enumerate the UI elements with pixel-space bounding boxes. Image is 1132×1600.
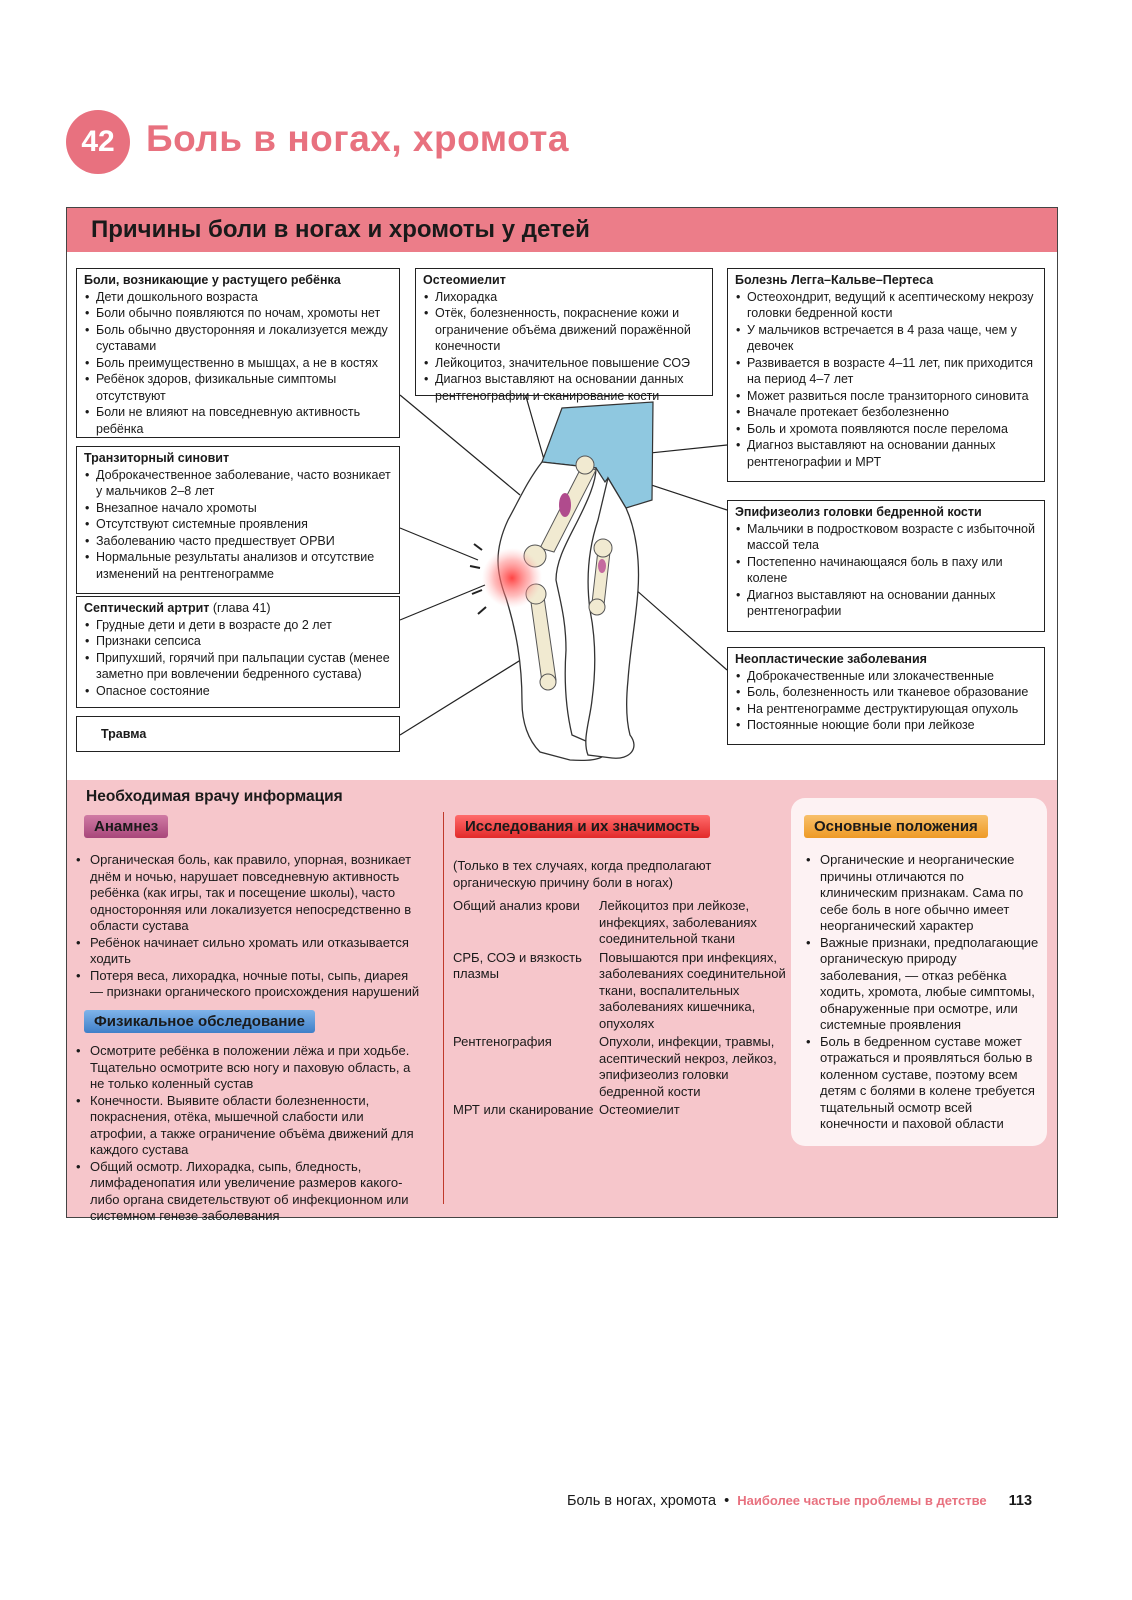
exam-list: [76, 1043, 421, 1225]
footer-bullet: •: [724, 1493, 730, 1509]
list-item: • Боль и хромота появляются после перелома: [735, 421, 1037, 438]
test-meaning: Повышаются при инфекциях, заболеваниях соединительной ткани, воспалительных заболеваниях кишечника, опухолях: [599, 949, 786, 1031]
footer: [567, 1493, 1032, 1509]
list-item: • Может развиться после транзиторного синовита: [735, 388, 1037, 405]
list-item: • Доброкачественные или злокачественные: [735, 668, 1037, 685]
test-meaning: Остеомиелит: [599, 1102, 680, 1117]
list-item: • Боль обычно двусторонняя и локализуется между суставами: [84, 322, 392, 355]
chapter-title: Боль в ногах, хромота: [146, 118, 569, 159]
table-row: [453, 1034, 788, 1100]
exam-pill: Физикальное обследование: [84, 1010, 315, 1033]
box-epiphysiolysis: Эпифизеолиз головки бедренной кости • Мальчики в подростковом возрасте с избыточной массой тела • Постепенно начинающаяся боль в паху или колене • Диагноз выставляют на основании данных рентгенографии: [727, 500, 1045, 632]
list-item: • Органические и неорганические причины отличаются по клиническим признакам. Сама по себе боль в ноге обычно имеет неорганический характер: [806, 852, 1041, 935]
list-item: • Диагноз выставляют на основании данных рентгенографии и сканирование кости: [423, 371, 705, 404]
list-item: • Опасное состояние: [84, 683, 392, 700]
list-item: • Ребёнок здоров, физикальные симптомы отсутствуют: [84, 371, 392, 404]
table-row: [453, 898, 788, 948]
footer-part: Наиболее частые проблемы в детстве: [737, 1493, 987, 1508]
list-item: • Органическая боль, как правило, упорная, возникает днём и ночью, нарушает повседневную активность ребёнка (как игры, так и посещение школы), часто односторонняя или локализуется непосредственно в области сустава: [76, 852, 421, 935]
knee-inflammation: [482, 548, 542, 608]
list-item: • Отёк, болезненность, покраснение кожи и ограничение объёма движений поражённой конечности: [423, 305, 705, 355]
list-item: • Припухший, горячий при пальпации сустав (менее заметно при вовлечении бедренного сустава): [84, 650, 392, 683]
list-item: • Внезапное начало хромоты: [84, 500, 392, 517]
page-number: 113: [1008, 1493, 1033, 1509]
box-transient-synovitis: Транзиторный синовит • Доброкачественное заболевание, часто возникает у мальчиков 2–8 лет • Внезапное начало хромоты • Отсутствуют системные проявления • Заболеванию часто предшествует ОРВИ • Нормальные результаты анализов и отсутствие изменений на рентгенограмме: [76, 446, 400, 594]
osteomyelitis-lesion: [559, 493, 571, 517]
list-item: • Развивается в возрасте 4–11 лет, пик приходится на период 4–7 лет: [735, 355, 1037, 388]
investigations-intro: (Только в тех случаях, когда предполагают органическую причину боли в ногах): [453, 858, 712, 890]
test-meaning: Лейкоцитоз при лейкозе, инфекциях, заболеваниях соединительной ткани: [599, 898, 757, 946]
list-item: • Постепенно начинающаяся боль в паху или колене: [735, 554, 1037, 587]
list-item: • Конечности. Выявите области болезненности, покраснения, отёка, мышечной слабости или атрофии, а также ограничение объёма движений для каждого сустава: [76, 1093, 421, 1159]
list-item: • Нормальные результаты анализов и отсутствие изменений на рентгенограмме: [84, 549, 392, 582]
test-name: МРТ или сканирование: [453, 1102, 594, 1117]
list-item: • Признаки сепсиса: [84, 633, 392, 650]
investigations-pill: Исследования и их значимость: [455, 815, 710, 838]
list-item: • Отсутствуют системные проявления: [84, 516, 392, 533]
box-osteomyelitis: Остеомиелит • Лихорадка • Отёк, болезненность, покраснение кожи и ограничение объёма движений поражённой конечности • Лейкоцитоз, значительное повышение СОЭ • Диагноз выставляют на основании данных рентгенографии и сканирование кости: [415, 268, 713, 396]
key-points-pill: Основные положения: [804, 815, 988, 838]
front-leg: [498, 462, 605, 760]
list-item: • Грудные дети и дети в возрасте до 2 лет: [84, 617, 392, 634]
list-item: • Остеохондрит, ведущий к асептическому некрозу головки бедренной кости: [735, 289, 1037, 322]
investigations-table: [453, 898, 788, 1121]
table-row: [453, 950, 788, 1033]
list-item: • Боль в бедренном суставе может отражаться и проявляться болью в коленном суставе, поэтому всем детям с болями в колене требуется тщательный осмотр всей конечности и паховой области: [806, 1034, 1041, 1133]
list-item: • Боль преимущественно в мышцах, а не в костях: [84, 355, 392, 372]
table-row: [453, 1102, 788, 1119]
box-growing-pains: Боли, возникающие у растущего ребёнка • Дети дошкольного возраста • Боли обычно появляются по ночам, хромоты нет • Боль обычно двусторонняя и локализуется между суставами • Боль преимущественно в мышцах, а не в костях • Ребёнок здоров, физикальные симптомы отсутствуют • Боли не влияют на повседневную активность ребёнка: [76, 268, 400, 438]
list-item: • Боль, болезненность или тканевое образование: [735, 684, 1037, 701]
key-points-list: [806, 852, 1041, 1133]
column-divider: [443, 812, 444, 1204]
anamnesis-pill: Анамнез: [84, 815, 168, 838]
list-item: • Дети дошкольного возраста: [84, 289, 392, 306]
box-trauma: Травма: [76, 716, 400, 752]
back-leg: [586, 478, 639, 758]
box-septic-arthritis: Септический артрит (глава 41) • Грудные дети и дети в возрасте до 2 лет • Признаки сепсиса • Припухший, горячий при пальпации сустав (менее заметно при вовлечении бедренного сустава) • Опасное состояние: [76, 596, 400, 708]
test-name: Общий анализ крови: [453, 898, 580, 913]
list-item: • Ребёнок начинает сильно хромать или отказывается ходить: [76, 935, 421, 968]
tumour-lesion: [598, 559, 606, 573]
list-item: • Постоянные ноющие боли при лейкозе: [735, 717, 1037, 734]
test-name: СРБ, СОЭ и вязкость плазмы: [453, 949, 582, 981]
list-item: • Вначале протекает безболезненно: [735, 404, 1037, 421]
info-title: Необходимая врачу информация: [86, 788, 343, 805]
list-item: • Общий осмотр. Лихорадка, сыпь, бледность, лимфаденопатия или увеличение размеров какого-либо органа свидетельствуют об инфекционном или системном генезе заболевания: [76, 1159, 421, 1225]
anamnesis-list: [76, 852, 421, 1001]
list-item: • Заболеванию часто предшествует ОРВИ: [84, 533, 392, 550]
box-perthes: Болезнь Легга–Кальве–Пертеса • Остеохондрит, ведущий к асептическому некрозу головки бедренной кости • У мальчиков встречается в 4 раза чаще, чем у девочек • Развивается в возрасте 4–11 лет, пик приходится на период 4–7 лет • Может развиться после транзиторного синовита • Вначале протекает безболезненно • Боль и хромота появляются после перелома • Диагноз выставляют на основании данных рентгенографии и МРТ: [727, 268, 1045, 482]
list-item: • Важные признаки, предполагающие органическую природу заболевания, — отказ ребёнка ходить, хромота, любые симптомы, обнаруженные при осмотре, или системные проявления: [806, 935, 1041, 1034]
list-item: • Лейкоцитоз, значительное повышение СОЭ: [423, 355, 705, 372]
list-item: • Доброкачественное заболевание, часто возникает у мальчиков 2–8 лет: [84, 467, 392, 500]
list-item: • Мальчики в подростковом возрасте с избыточной массой тела: [735, 521, 1037, 554]
list-item: • Лихорадка: [423, 289, 705, 306]
list-item: • Диагноз выставляют на основании данных рентгенографии: [735, 587, 1037, 620]
chapter-number-badge: 42: [66, 110, 130, 174]
list-item: • На рентгенограмме деструктирующая опухоль: [735, 701, 1037, 718]
test-meaning: Опухоли, инфекции, травмы, асептический некроз, лейкоз, эпифизеолиз головки бедренной кости: [599, 1034, 777, 1099]
test-name: Рентгенография: [453, 1034, 552, 1049]
list-item: • У мальчиков встречается в 4 раза чаще, чем у девочек: [735, 322, 1037, 355]
section-title: Причины боли в ногах и хромоты у детей: [91, 216, 590, 243]
list-item: • Осмотрите ребёнка в положении лёжа и при ходьбе. Тщательно осмотрите всю ногу и паховую область, а не только коленный сустав: [76, 1043, 421, 1093]
list-item: • Потеря веса, лихорадка, ночные поты, сыпь, диарея — признаки органического происхождения нарушений: [76, 968, 421, 1001]
list-item: • Боли не влияют на повседневную активность ребёнка: [84, 404, 392, 437]
list-item: • Диагноз выставляют на основании данных рентгенографии и МРТ: [735, 437, 1037, 470]
footer-chapter: Боль в ногах, хромота: [567, 1493, 717, 1509]
box-neoplastic: Неопластические заболевания • Доброкачественные или злокачественные • Боль, болезненность или тканевое образование • На рентгенограмме деструктирующая опухоль • Постоянные ноющие боли при лейкозе: [727, 647, 1045, 745]
list-item: • Боли обычно появляются по ночам, хромоты нет: [84, 305, 392, 322]
